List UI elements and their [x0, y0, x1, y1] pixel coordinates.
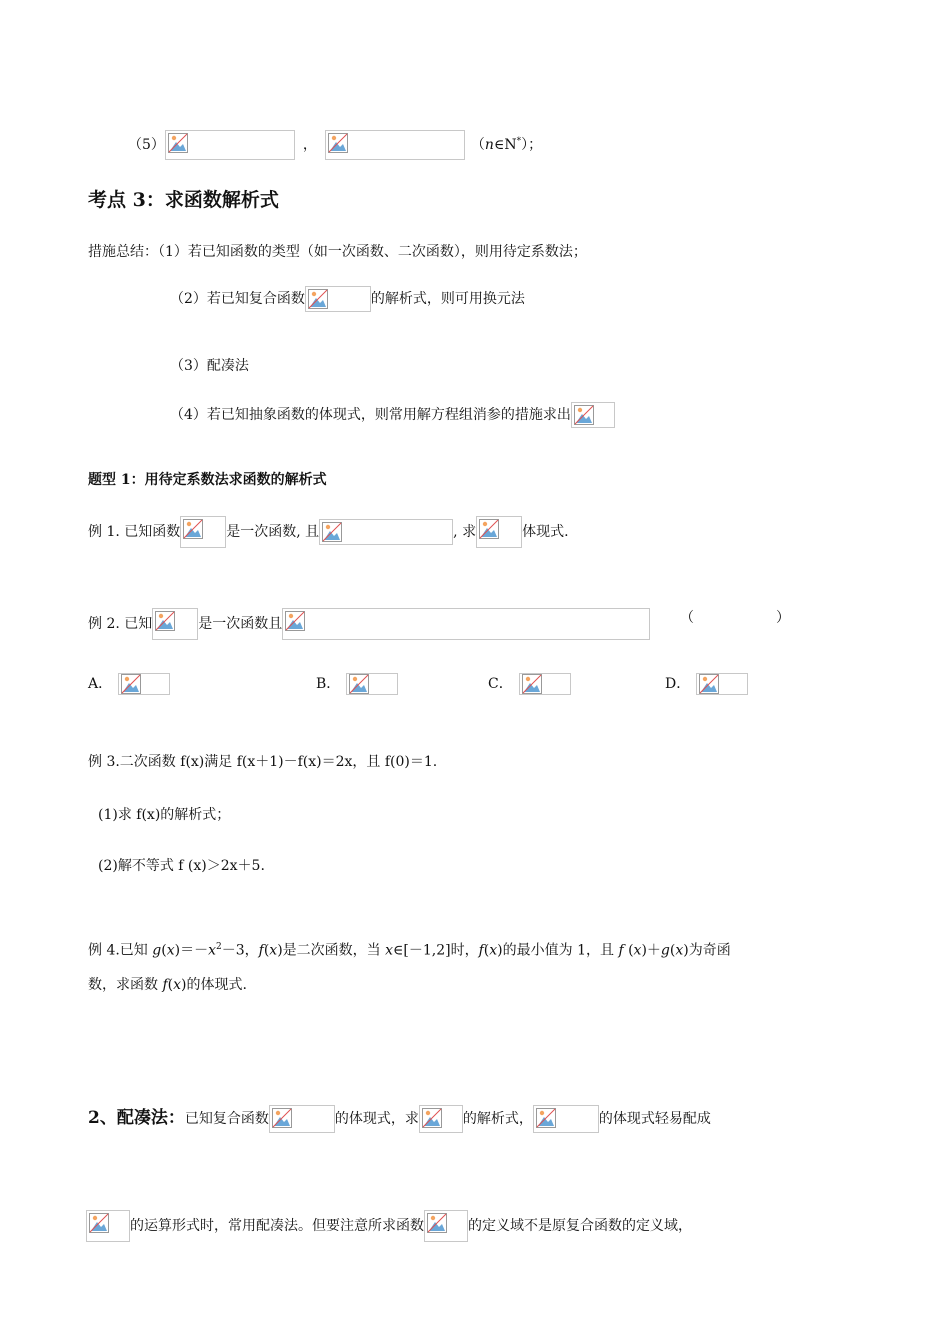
broken-image-icon — [183, 519, 203, 539]
example-1: 例 1. 已知函数 是一次函数, 且 , 求 体现式. — [88, 516, 569, 548]
formula-image — [519, 673, 571, 695]
broken-image-icon — [427, 1213, 447, 1233]
formula-image — [118, 673, 170, 695]
method-2-title: 2、配凑法： — [88, 1108, 185, 1128]
formula-image — [86, 1210, 130, 1242]
methods-line-1: 措施总结：（1）若已知函数的类型（如一次函数、二次函数），则用待定系数法； — [88, 244, 587, 260]
formula-image — [319, 519, 453, 545]
broken-image-icon — [328, 133, 348, 153]
item-label: （5） — [128, 137, 165, 153]
formula-image — [325, 130, 465, 160]
example-2: 例 2. 已知 是一次函数且 — [88, 608, 650, 640]
formula-image — [152, 608, 198, 640]
item-5: （5） ， （n∈N*）； — [128, 130, 542, 160]
option-c[interactable]: C． — [488, 673, 571, 695]
section-heading: 考点 3：求函数解析式 — [88, 189, 279, 211]
broken-image-icon — [699, 674, 719, 694]
formula-image — [424, 1210, 468, 1242]
answer-paren-close: ） — [776, 610, 790, 626]
broken-image-icon — [121, 674, 141, 694]
example-4-line-2: 数，求函数 f(x)的体现式. — [88, 977, 247, 993]
formula-image — [346, 673, 398, 695]
broken-image-icon — [422, 1108, 442, 1128]
option-a[interactable]: A． — [88, 673, 170, 695]
option-d[interactable]: D． — [665, 673, 748, 695]
option-b[interactable]: B． — [316, 673, 398, 695]
broken-image-icon — [522, 674, 542, 694]
broken-image-icon — [349, 674, 369, 694]
broken-image-icon — [285, 611, 305, 631]
formula-image — [305, 286, 371, 312]
broken-image-icon — [536, 1108, 556, 1128]
formula-image — [571, 402, 615, 428]
answer-paren-open: （ — [680, 610, 694, 626]
method-2-line-1: 2、配凑法：已知复合函数 的体现式，求 的解析式， 的体现式轻易配成 — [88, 1105, 711, 1133]
broken-image-icon — [155, 611, 175, 631]
example-3-question-1: (1)求 f(x)的解析式； — [98, 807, 231, 823]
method-2-line-2: 的运算形式时，常用配凑法。但要注意所求函数 的定义域不是原复合函数的定义域， — [86, 1210, 692, 1242]
broken-image-icon — [574, 405, 594, 425]
broken-image-icon — [272, 1108, 292, 1128]
type-heading: 题型 1：用待定系数法求函数的解析式 — [88, 472, 327, 488]
broken-image-icon — [308, 289, 328, 309]
formula-image — [696, 673, 748, 695]
formula-image — [533, 1105, 599, 1133]
broken-image-icon — [168, 133, 188, 153]
formula-image — [165, 130, 295, 160]
broken-image-icon — [479, 519, 499, 539]
formula-image — [476, 516, 522, 548]
example-3-stem: 例 3.二次函数 f(x)满足 f(x＋1)－f(x)＝2x，且 f(0)＝1. — [88, 754, 438, 770]
methods-line-2: （2）若已知复合函数 的解析式，则可用换元法 — [170, 286, 525, 312]
formula-image — [282, 608, 650, 640]
broken-image-icon — [89, 1213, 109, 1233]
methods-line-3: （3）配凑法 — [170, 358, 249, 374]
example-3-question-2: (2)解不等式 f (x)＞2x＋5. — [98, 858, 265, 874]
broken-image-icon — [322, 522, 342, 542]
formula-image — [419, 1105, 463, 1133]
formula-image — [180, 516, 226, 548]
example-4-line-1: 例 4.已知 $g(x)=-x^2-3$，f(x)是二次函数，当 x∈[－1,2]时，f(x)的最小值为 1，且 f (x)＋g(x)为奇函 — [88, 942, 731, 959]
methods-line-4: （4）若已知抽象函数的体现式，则常用解方程组消参的措施求出 — [170, 402, 615, 428]
formula-image — [269, 1105, 335, 1133]
